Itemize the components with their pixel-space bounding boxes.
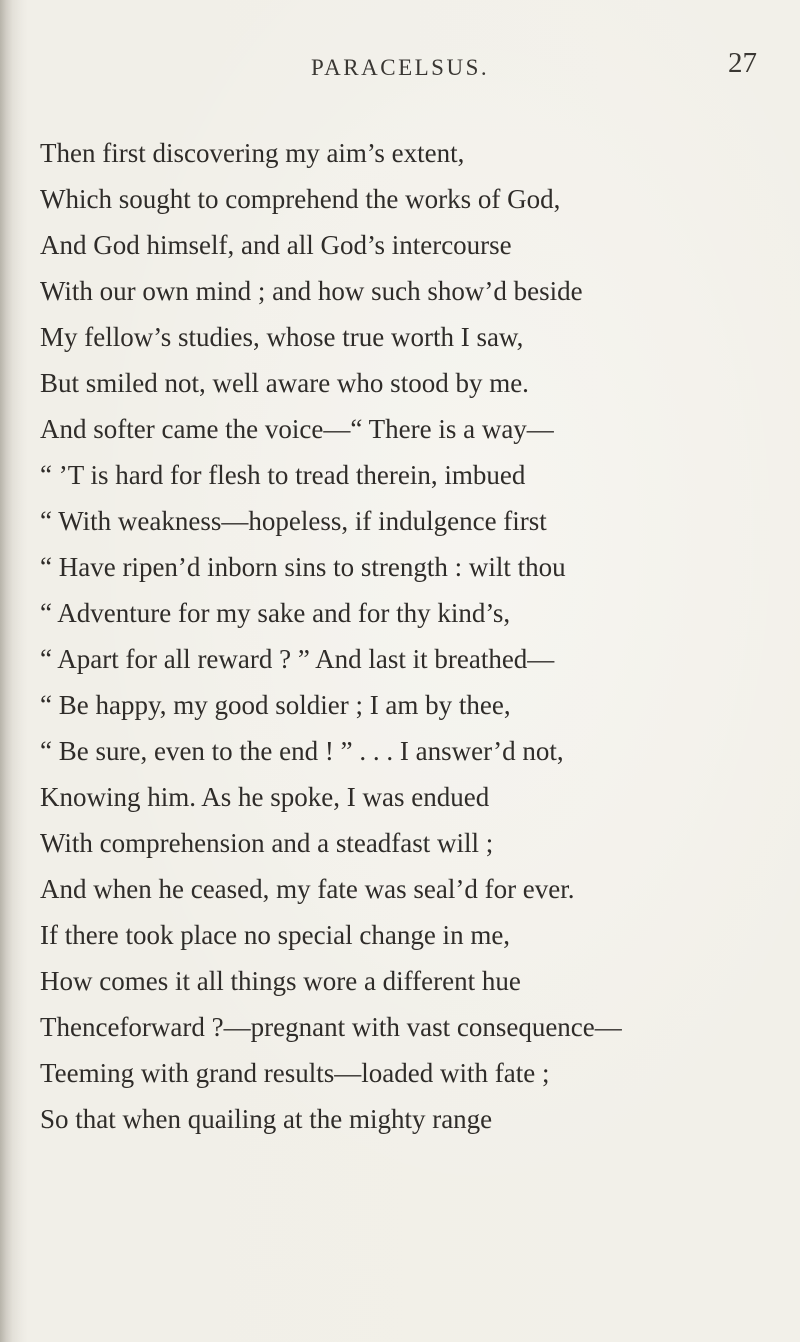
poem-line: With our own mind ; and how such show’d beside xyxy=(40,276,583,306)
poem-line: “ Apart for all reward ? ” And last it breathed— xyxy=(40,644,555,674)
poem-line: With comprehension and a steadfast will ; xyxy=(40,828,494,858)
poem-line: “ ’T is hard for flesh to tread therein, imbued xyxy=(40,460,526,490)
poem-line: Knowing him. As he spoke, I was endued xyxy=(40,782,490,812)
page-number: 27 xyxy=(728,47,757,79)
running-title: PARACELSUS. xyxy=(311,55,490,80)
poem-line: Thenceforward ?—pregnant with vast consequence— xyxy=(40,1012,622,1042)
poem-line: So that when quailing at the mighty range xyxy=(40,1104,493,1134)
poem-line: “ With weakness—hopeless, if indulgence first xyxy=(40,506,547,536)
page-gutter-shadow xyxy=(0,0,28,1342)
poem-line: Teeming with grand results—loaded with fate ; xyxy=(40,1058,550,1088)
poem-line: And softer came the voice—“ There is a way— xyxy=(40,414,554,444)
poem-line: If there took place no special change in me, xyxy=(40,920,511,950)
poem-line: “ Adventure for my sake and for thy kind’s, xyxy=(40,598,511,628)
poem-line: Which sought to comprehend the works of God, xyxy=(40,184,561,214)
poem-line: And God himself, and all God’s intercourse xyxy=(40,230,512,260)
poem-line: My fellow’s studies, whose true worth I saw, xyxy=(40,322,524,352)
poem-line: And when he ceased, my fate was seal’d for ever. xyxy=(40,874,575,904)
poem-line: “ Be happy, my good soldier ; I am by thee, xyxy=(40,690,511,720)
poem-line: “ Have ripen’d inborn sins to strength : wilt thou xyxy=(40,552,566,582)
poem-line: Then first discovering my aim’s extent, xyxy=(40,138,465,168)
poem-line: “ Be sure, even to the end ! ” . . . I answer’d not, xyxy=(40,736,564,766)
poem-line: But smiled not, well aware who stood by me. xyxy=(40,368,529,398)
poem-line: How comes it all things wore a different hue xyxy=(40,966,521,996)
